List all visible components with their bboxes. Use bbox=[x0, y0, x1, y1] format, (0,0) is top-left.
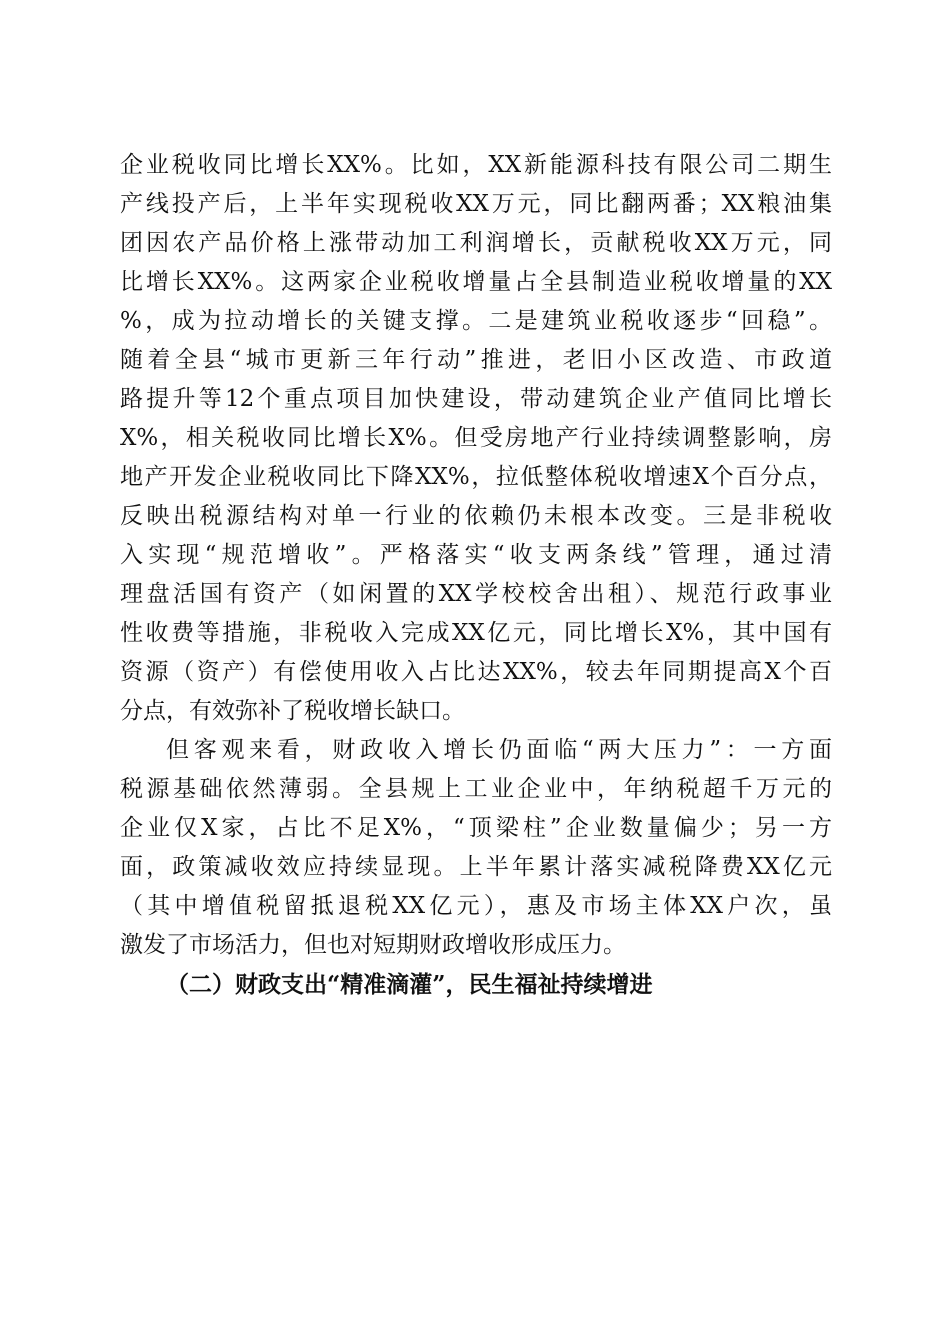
text-line: 比增长XX%。这两家企业税收增量占全县制造业税收增量的XX bbox=[120, 269, 832, 295]
text-line: 企业税收同比增长XX%。比如，XX新能源科技有限公司二期生 bbox=[120, 152, 832, 178]
text-line: 企业仅X家，占比不足X%，“顶梁柱”企业数量偏少；另一方 bbox=[120, 815, 832, 841]
text-line: 反映出税源结构对单一行业的依赖仍未根本改变。三是非税收 bbox=[120, 503, 832, 529]
section-heading: （二）财政支出“精准滴灌”，民生福祉持续增进 bbox=[166, 971, 653, 998]
text-line: 产线投产后，上半年实现税收XX万元，同比翻两番；XX粮油集 bbox=[120, 191, 832, 217]
paragraph-revenue-pressures bbox=[120, 731, 832, 965]
text-line: 性收费等措施，非税收入完成XX亿元，同比增长X%，其中国有 bbox=[120, 620, 832, 646]
text-line: 入实现“规范增收”。严格落实“收支两条线”管理，通过清 bbox=[120, 542, 832, 568]
text-line: X%，相关税收同比增长X%。但受房地产行业持续调整影响，房 bbox=[120, 425, 832, 451]
text-line: 地产开发企业税收同比下降XX%，拉低整体税收增速X个百分点， bbox=[120, 464, 832, 490]
text-line: 理盘活国有资产（如闲置的XX学校校舍出租）、规范行政事业 bbox=[120, 581, 832, 607]
text-line: 激发了市场活力，但也对短期财政增收形成压力。 bbox=[120, 932, 626, 958]
text-line: 分点，有效弥补了税收增长缺口。 bbox=[120, 698, 465, 724]
text-line: %，成为拉动增长的关键支撑。二是建筑业税收逐步“回稳”。 bbox=[120, 308, 832, 334]
text-line: 面，政策减收效应持续显现。上半年累计落实减税降费XX亿元 bbox=[120, 854, 832, 880]
document-body bbox=[120, 146, 832, 1004]
text-line: 路提升等12个重点项目加快建设，带动建筑企业产值同比增长 bbox=[120, 386, 832, 412]
text-line: 但客观来看，财政收入增长仍面临“两大压力”：一方面 bbox=[166, 737, 832, 763]
paragraph-revenue-details bbox=[120, 146, 832, 731]
text-line: （其中增值税留抵退税XX亿元），惠及市场主体XX户次，虽 bbox=[120, 893, 832, 919]
text-line: 资源（资产）有偿使用收入占比达XX%，较去年同期提高X个百 bbox=[120, 659, 832, 685]
text-line: 随着全县“城市更新三年行动”推进，老旧小区改造、市政道 bbox=[120, 347, 832, 373]
text-line: 税源基础依然薄弱。全县规上工业企业中，年纳税超千万元的 bbox=[120, 776, 832, 802]
text-line: 团因农产品价格上涨带动加工利润增长，贡献税收XX万元，同 bbox=[120, 230, 832, 256]
